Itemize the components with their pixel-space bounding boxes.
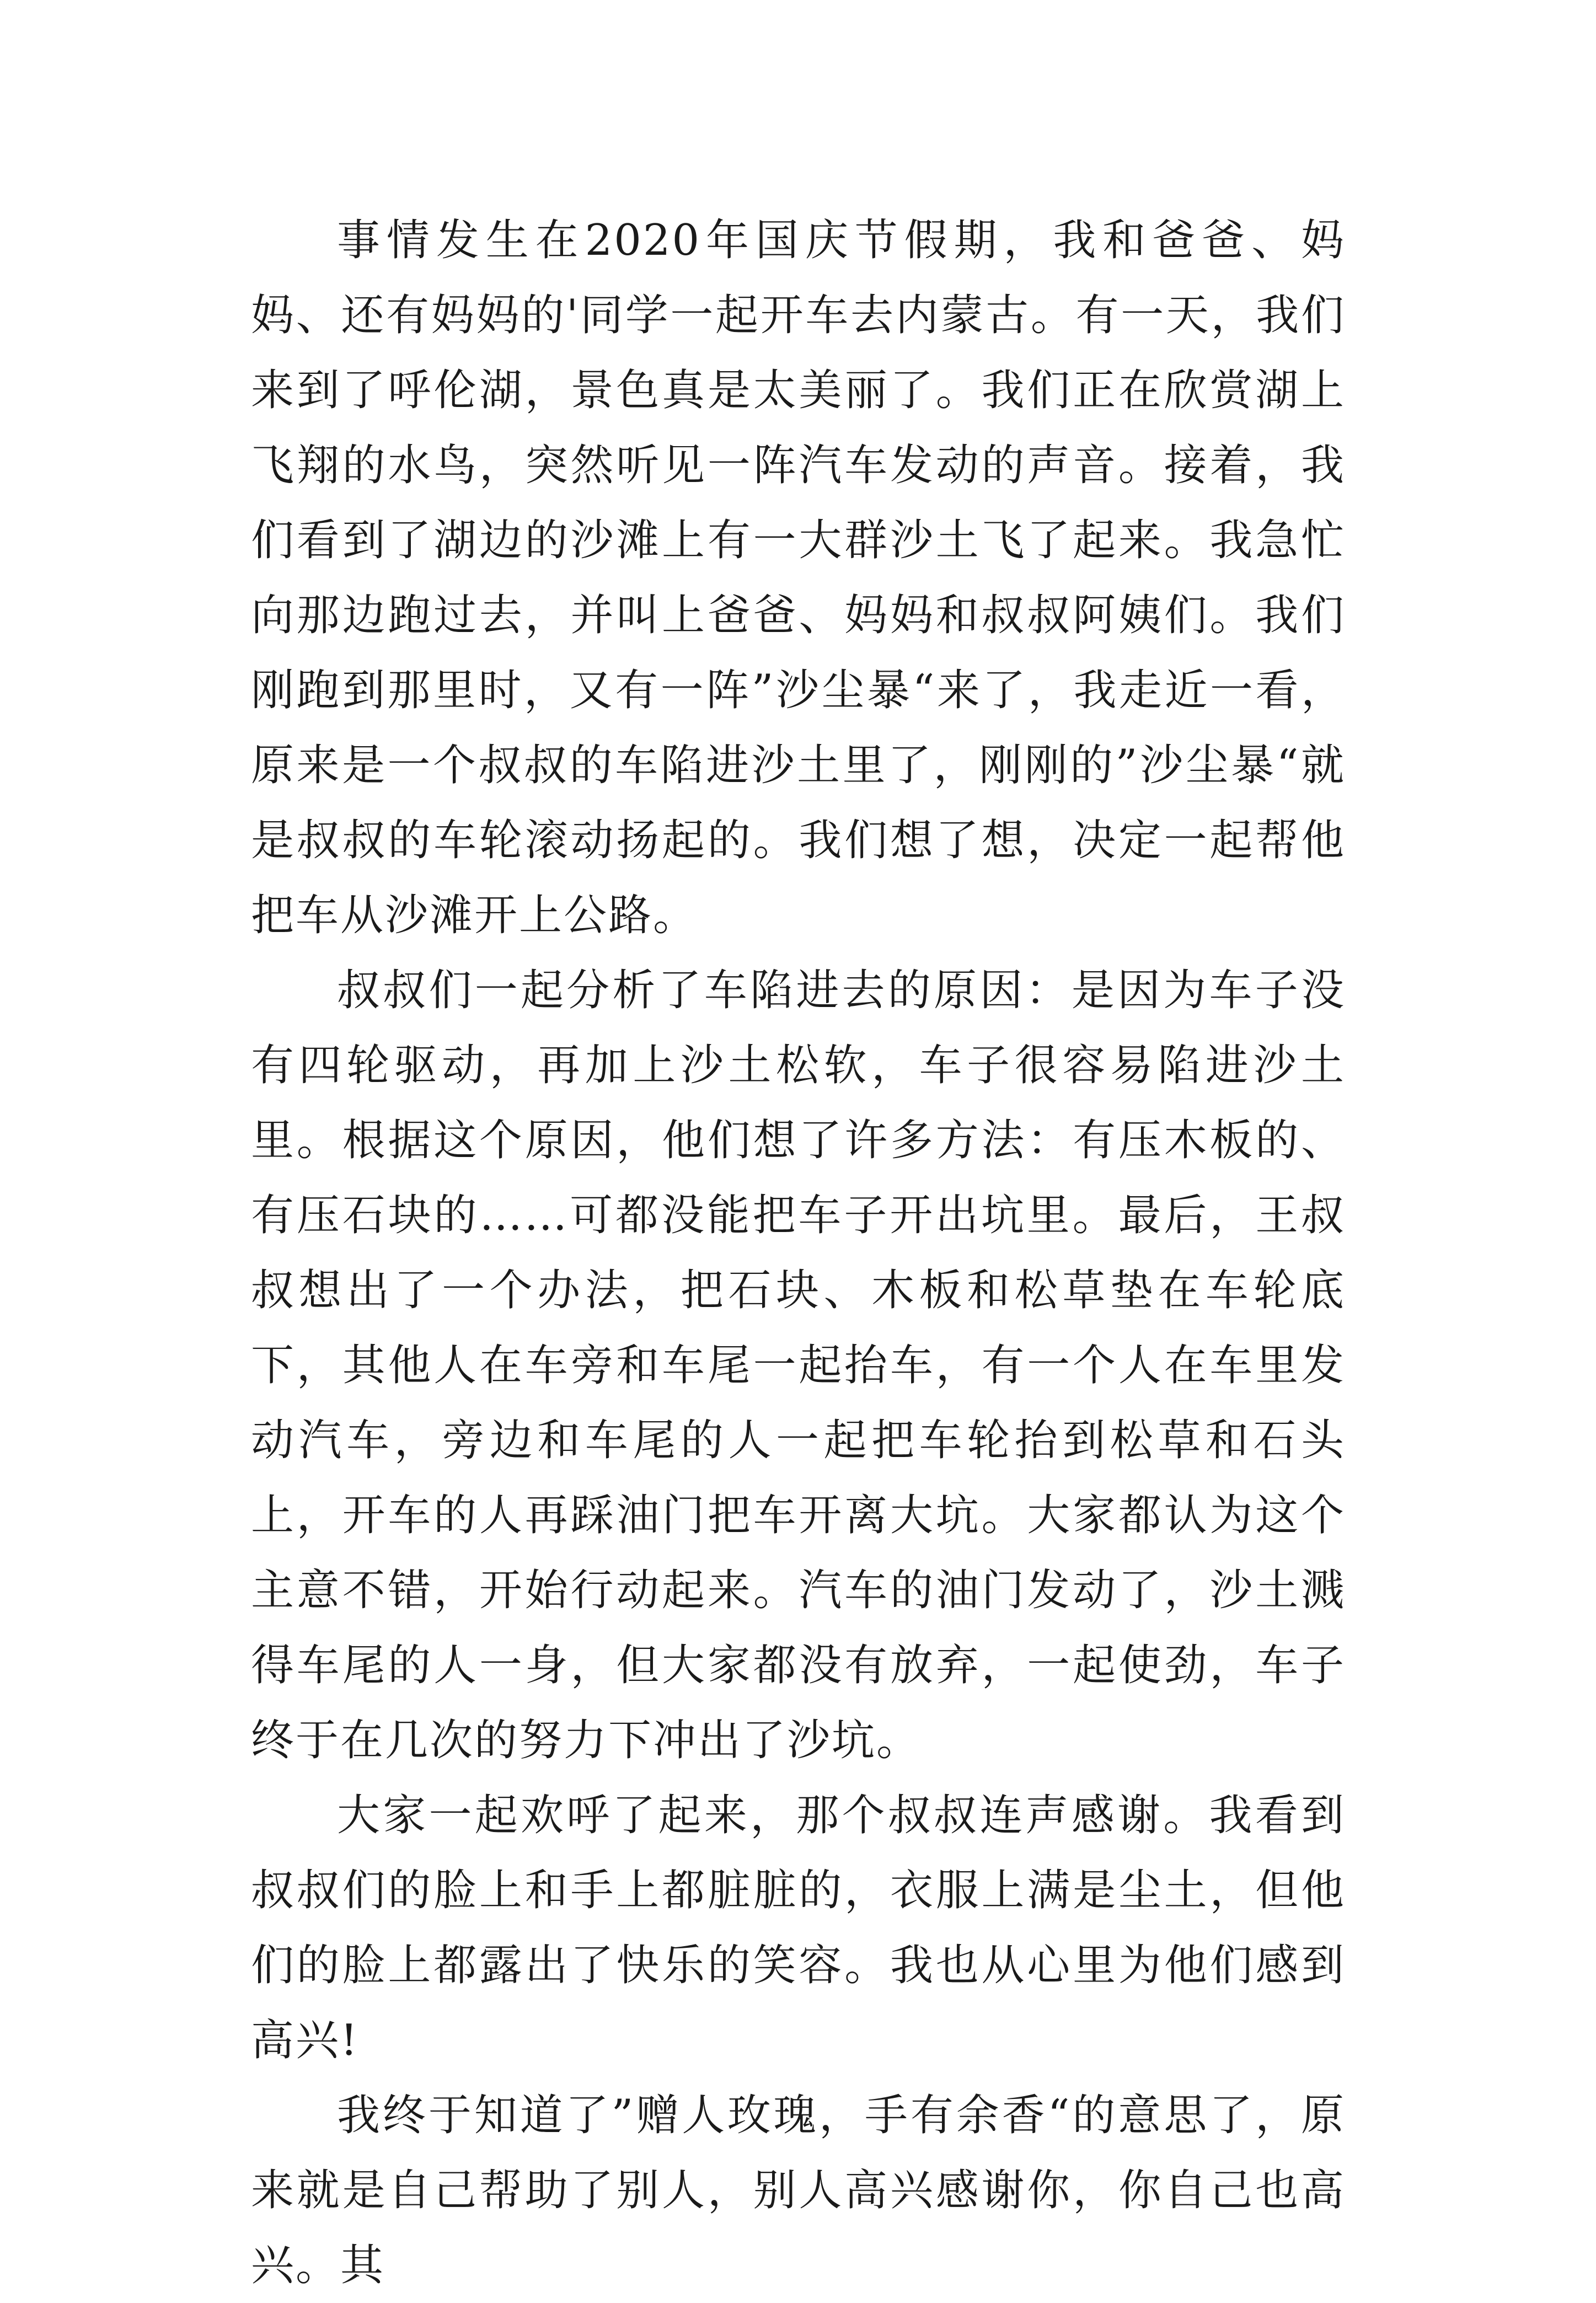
paragraph-2: 叔叔们一起分析了车陷进去的原因：是因为车子没有四轮驱动，再加上沙土松软，车子很容易陷进沙土里。根据这个原因，他们想了许多方法：有压木板的、有压石块的……可都没能把车子开出坑里。最后，王叔叔想出了一个办法，把石块、木板和松草垫在车轮底下，其他人在车旁和车尾一起抬车，有一个人在车里发动汽车，旁边和车尾的人一起把车轮抬到松草和石头上，开车的人再踩油门把车开离大坑。大家都认为这个主意不错，开始行动起来。汽车的油门发动了，沙土溅得车尾的人一身，但大家都没有放弃，一起使劲，车子终于在几次的努力下冲出了沙坑。 [251, 966, 1346, 1765]
essay-body [251, 203, 1346, 2303]
paragraph-1: 事情发生在2020年国庆节假期，我和爸爸、妈妈、还有妈妈的'同学一起开车去内蒙古。有一天，我们来到了呼伦湖，景色真是太美丽了。我们正在欣赏湖上飞翔的水鸟，突然听见一阵汽车发动的声音。接着，我们看到了湖边的沙滩上有一大群沙土飞了起来。我急忙向那边跑过去，并叫上爸爸、妈妈和叔叔阿姨们。我们刚跑到那里时，又有一阵”沙尘暴“来了，我走近一看，原来是一个叔叔的车陷进沙土里了，刚刚的”沙尘暴“就是叔叔的车轮滚动扬起的。我们想了想，决定一起帮他把车从沙滩开上公路。 [251, 216, 1346, 940]
paragraph-3: 大家一起欢呼了起来，那个叔叔连声感谢。我看到叔叔们的脸上和手上都脏脏的，衣服上满是尘土，但他们的脸上都露出了快乐的笑容。我也从心里为他们感到高兴! [251, 1791, 1346, 2065]
paragraph-4: 我终于知道了”赠人玫瑰，手有余香“的意思了，原来就是自己帮助了别人，别人高兴感谢你，你自己也高兴。其 [251, 2091, 1346, 2290]
